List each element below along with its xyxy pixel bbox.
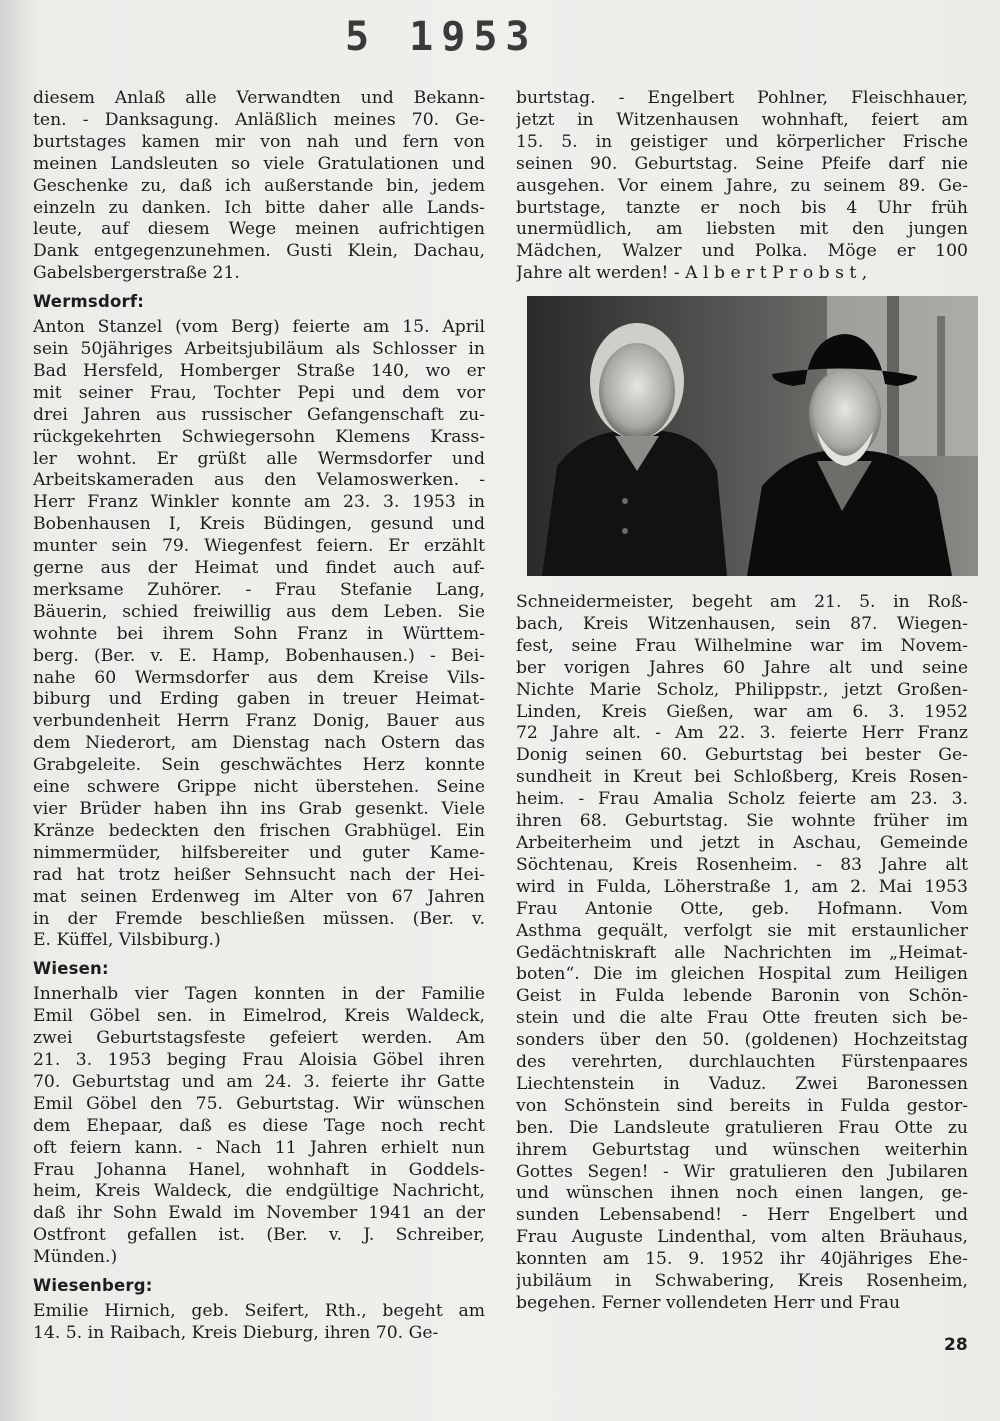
paragraph-danksagung <box>33 88 485 285</box>
text-line: Linden, Kreis Gießen, war am 6. 3. 1952 <box>516 701 968 722</box>
text-line: des verehrten, durchlauchten Fürstenpaares <box>516 1052 968 1073</box>
text-line: rückgekehrten Schwiegersohn Klemens Krass- <box>33 426 485 447</box>
text-line: Anton Stanzel (vom Berg) feierte am 15. April <box>33 317 485 338</box>
text-line: leute, auf diesem Wege meinen aufrichtigen <box>33 219 485 240</box>
text-line: Bobenhausen I, Kreis Büdingen, gesund und <box>33 514 485 535</box>
paragraph-wermsdorf <box>33 317 485 952</box>
text-line: Kränze bedeckten den frischen Grabhügel. Ein <box>33 820 485 841</box>
paragraph-wiesenberg <box>33 1301 485 1345</box>
text-line: diesem Anlaß alle Verwandten und Bekann- <box>33 88 485 108</box>
text-line: berg. (Ber. v. E. Hamp, Bobenhausen.) - Bei- <box>33 645 485 666</box>
issue-number: 5 1953 <box>345 14 538 60</box>
text-line: 72 Jahre alt. - Am 22. 3. feierte Herr Franz <box>516 723 968 744</box>
text-line: Bäuerin, schied freiwillig aus dem Leben. Sie <box>33 601 485 622</box>
text-line: und wünschen ihnen noch einen langen, ge- <box>516 1183 968 1204</box>
text-line: dem Niederort, am Dienstag nach Ostern das <box>33 733 485 754</box>
text-line: sundheit in Kreut bei Schloßberg, Kreis Rosen- <box>516 767 968 788</box>
text-line: wohnte bei ihrem Sohn Franz in Württem- <box>33 623 485 644</box>
text-line: sunden Lebensabend! - Herr Engelbert und <box>516 1205 968 1226</box>
text-line: mat seinen Erdenweg im Alter von 67 Jahren <box>33 886 485 907</box>
text-line: stein und die alte Frau Otte freuten sich be- <box>516 1008 968 1029</box>
text-line: ten. - Danksagung. Anläßlich meines 70. Ge- <box>33 109 485 130</box>
text-line: E. Küffel, Vilsbiburg.) <box>33 930 221 951</box>
text-line: Liechtenstein in Vaduz. Zwei Baronessen <box>516 1073 968 1094</box>
text-line: konnten am 15. 9. 1952 ihr 40jähriges Ehe- <box>516 1249 968 1270</box>
text-line: 21. 3. 1953 beging Frau Aloisia Göbel ihren <box>33 1049 485 1070</box>
heading-wermsdorf: Wermsdorf: <box>33 292 145 312</box>
text-line: Asthma gequält, verfolgt sie mit erstaunlicher <box>516 920 968 941</box>
text-line: Innerhalb vier Tagen konnten in der Familie <box>33 984 485 1005</box>
text-line: Frau Auguste Lindenthal, vom alten Bräuhaus, <box>516 1227 968 1248</box>
heading-wiesen: Wiesen: <box>33 959 109 979</box>
text-line: Arbeiterheim und jetzt in Aschau, Gemeinde <box>516 832 968 853</box>
text-line: gerne aus der Heimat und findet auch auf- <box>33 558 485 579</box>
text-line: fest, seine Frau Wilhelmine war im Novem- <box>516 635 968 656</box>
left-column <box>33 88 485 1345</box>
text-line: burtstages kamen mir von nah und fern von <box>33 131 485 152</box>
text-line: verbundenheit Herrn Franz Donig, Bauer aus <box>33 711 485 732</box>
text-line: Geschenke zu, daß ich außerstande bin, jedem <box>33 175 485 196</box>
text-line: wird in Fulda, Löherstraße 1, am 2. Mai 1953 <box>516 876 968 897</box>
text-line: 14. 5. in Raibach, Kreis Dieburg, ihren 70. Ge- <box>33 1322 439 1343</box>
text-line: munter sein 79. Wiegenfest feiern. Er erzählt <box>33 536 485 557</box>
text-line: Gedächtniskraft alle Nachrichten im „Heimat- <box>516 942 968 963</box>
text-line: Nichte Marie Scholz, Philippstr., jetzt Großen- <box>516 679 968 700</box>
text-line: Herr Franz Winkler konnte am 23. 3. 1953 in <box>33 492 485 513</box>
text-line: jetzt in Witzenhausen wohnhaft, feiert am <box>516 109 968 130</box>
text-line: biburg und Erding gaben in treuer Heimat- <box>33 689 485 710</box>
text-line: einzeln zu danken. Ich bitte daher alle Lands- <box>33 197 485 218</box>
text-line: 15. 5. in geistiger und körperlicher Frische <box>516 131 968 152</box>
paragraph-wiesen <box>33 984 485 1269</box>
text-line: Grabgeleite. Sein geschwächtes Herz konnte <box>33 755 485 776</box>
text-line: Bad Hersfeld, Homberger Straße 140, wo er <box>33 360 485 381</box>
page-number: 28 <box>944 1335 968 1355</box>
text-line: heim, Kreis Waldeck, die endgültige Nachricht, <box>33 1181 485 1202</box>
text-line: Jahre alt werden! - A l b e r t P r o b s t , <box>516 263 868 284</box>
text-line: ihrem Geburtstag und wünschen weiterhin <box>516 1139 968 1160</box>
text-line: ler wohnt. Er grüßt alle Wermsdorfer und <box>33 448 485 469</box>
text-line: nimmermüder, hilfsbereiter und guter Kame- <box>33 842 485 863</box>
text-line: unermüdlich, am liebsten mit den jungen <box>516 219 968 240</box>
text-line: ihren 68. Geburtstag. Sie wohnte früher im <box>516 811 968 832</box>
text-line: nahe 60 Wermsdorfer aus dem Kreise Vils- <box>33 667 485 688</box>
text-line: ausgehen. Vor einem Jahre, zu seinem 89. Ge- <box>516 175 968 196</box>
text-line: rad hat trotz heißer Sehnsucht nach der Hei- <box>33 864 485 885</box>
text-line: Emil Göbel sen. in Eimelrod, Kreis Waldeck, <box>33 1006 485 1027</box>
text-line: bach, Kreis Witzenhausen, sein 87. Wiegen- <box>516 613 968 634</box>
text-line: Arbeitskameraden aus den Velamoswerken. - <box>33 470 485 491</box>
text-line: Frau Antonie Otte, geb. Hofmann. Vom <box>516 898 968 919</box>
right-column-bottom <box>516 592 968 1315</box>
text-line: oft feiern kann. - Nach 11 Jahren erhielt nun <box>33 1137 485 1158</box>
text-line: sein 50jähriges Arbeitsjubiläum als Schlosser in <box>33 338 485 359</box>
text-line: daß ihr Sohn Ewald im November 1941 an der <box>33 1203 485 1224</box>
text-line: jubiläum in Schwabering, Kreis Rosenheim, <box>516 1271 968 1292</box>
paragraph-probst-and-others <box>516 592 968 1315</box>
text-line: Söchtenau, Kreis Rosenheim. - 83 Jahre alt <box>516 854 968 875</box>
text-line: Münden.) <box>33 1247 118 1268</box>
text-line: burtstage, tanzte er noch bis 4 Uhr früh <box>516 197 968 218</box>
text-line: zwei Geburtstagsfeste gefeiert werden. Am <box>33 1028 485 1049</box>
text-line: Donig seinen 60. Geburtstag bei bester Ge- <box>516 745 968 766</box>
text-line: meinen Landsleuten so viele Gratulationen und <box>33 153 485 174</box>
text-line: drei Jahren aus russischer Gefangenschaft zu- <box>33 404 485 425</box>
text-line: Ostfront gefallen ist. (Ber. v. J. Schreiber, <box>33 1225 485 1246</box>
text-line: Emilie Hirnich, geb. Seifert, Rth., begeht am <box>33 1300 485 1321</box>
text-line: Emil Göbel den 75. Geburtstag. Wir wünschen <box>33 1093 485 1114</box>
text-line: von Schönstein sind bereits in Fulda gestor- <box>516 1095 968 1116</box>
text-line: merksame Zuhörer. - Frau Stefanie Lang, <box>33 579 485 600</box>
text-line: boten“. Die im gleichen Hospital zum Heiligen <box>516 964 968 985</box>
text-line: vier Brüder haben ihn ins Grab gesenkt. Viele <box>33 799 485 819</box>
text-line: Frau Johanna Hanel, wohnhaft in Goddels- <box>33 1159 485 1180</box>
text-line: ben. Die Landsleute gratulieren Frau Otte zu <box>516 1117 968 1138</box>
text-line: dem Ehepaar, daß es diese Tage noch recht <box>33 1115 485 1136</box>
heading-wiesenberg: Wiesenberg: <box>33 1276 153 1296</box>
paragraph-pohlner <box>516 88 968 285</box>
text-line: Schneidermeister, begeht am 21. 5. in Roß- <box>516 592 968 612</box>
text-line: begehen. Ferner vollendeten Herr und Frau <box>516 1293 901 1313</box>
text-line: in der Fremde beschließen müssen. (Ber. v. <box>33 908 485 929</box>
text-line: Gabelsbergerstraße 21. <box>33 263 240 284</box>
text-line: heim. - Frau Amalia Scholz feierte am 23. 3. <box>516 789 968 810</box>
text-line: seinen 90. Geburtstag. Seine Pfeife darf nie <box>516 153 968 174</box>
photo-image <box>527 296 978 576</box>
text-line: mit seiner Frau, Tochter Pepi und dem vor <box>33 382 485 403</box>
text-line: Gottes Segen! - Wir gratulieren den Jubilaren <box>516 1161 968 1182</box>
text-line: eine schwere Grippe nicht überstehen. Seine <box>33 777 485 798</box>
text-line: ber vorigen Jahres 60 Jahre alt und seine <box>516 657 968 678</box>
text-line: sonders über den 50. (goldenen) Hochzeitstag <box>516 1030 968 1051</box>
text-line: Mädchen, Walzer und Polka. Möge er 100 <box>516 241 968 262</box>
text-line: Dank entgegenzunehmen. Gusti Klein, Dachau, <box>33 241 485 262</box>
elderly-couple-photo <box>527 296 978 576</box>
text-line: Geist in Fulda lebende Baronin von Schön- <box>516 986 968 1007</box>
text-line: burtstag. - Engelbert Pohlner, Fleischhauer, <box>516 88 968 108</box>
right-column-top <box>516 88 968 285</box>
text-line: 70. Geburtstag und am 24. 3. feierte ihr Gatte <box>33 1071 485 1092</box>
